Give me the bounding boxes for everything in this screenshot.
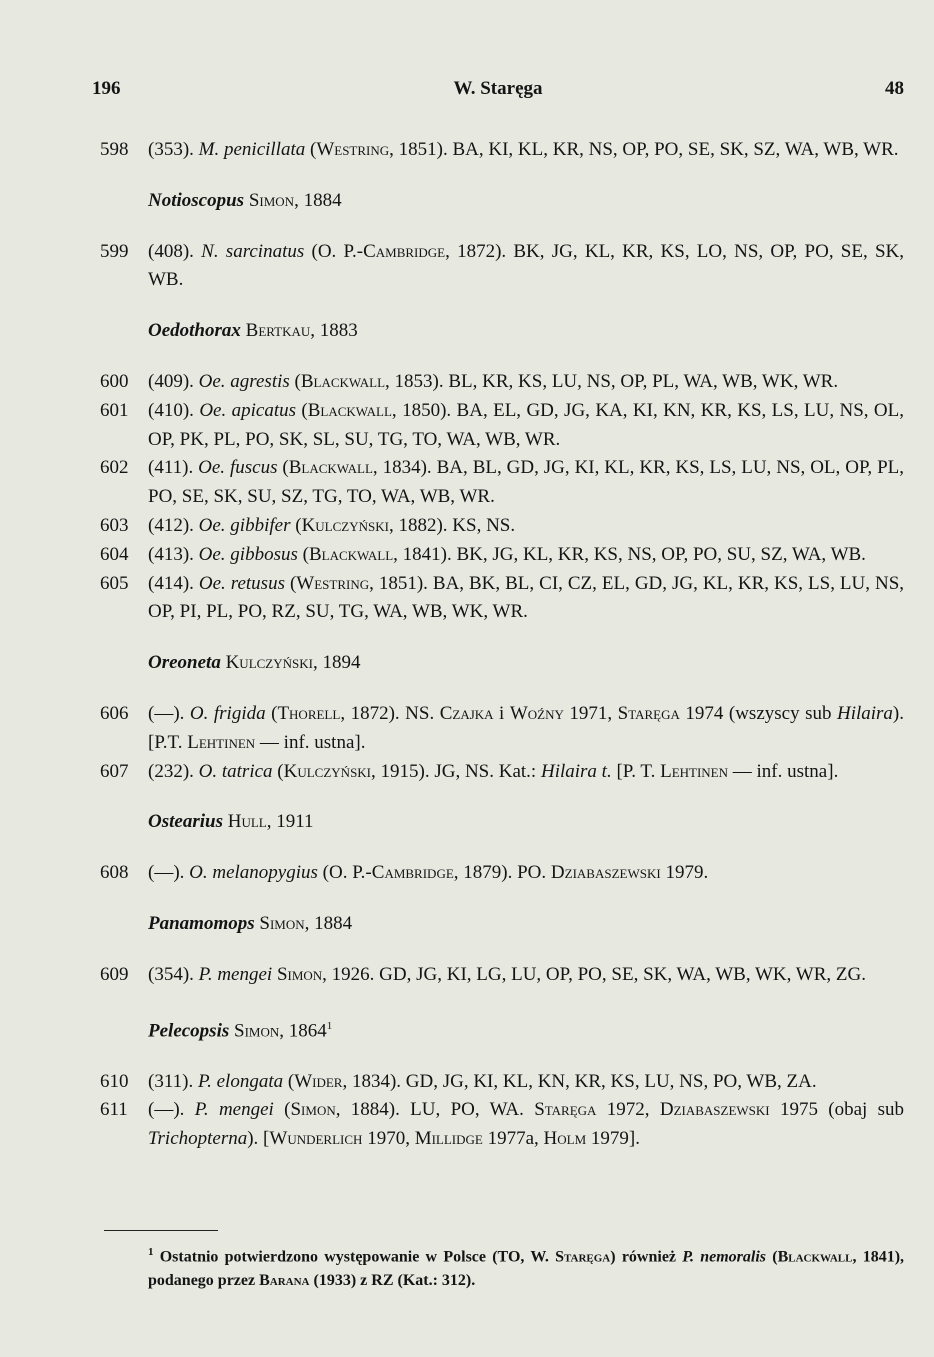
author-name: Blackwall <box>308 543 394 565</box>
author-name: Staręga <box>617 702 680 724</box>
species-entry <box>100 397 904 455</box>
entry-text: ( <box>296 399 308 421</box>
entry-number: 603 <box>100 514 129 536</box>
footnote-rule <box>104 1230 218 1231</box>
page-header <box>92 78 904 106</box>
genus-author: Simon <box>254 912 305 934</box>
author-name: Lehtinen <box>187 731 256 753</box>
footnote <box>100 1240 904 1293</box>
genus-author: Hull <box>222 811 267 833</box>
entry-text: , 1915). JG, NS. Kat.: <box>371 760 541 782</box>
entry-text: 1979. <box>660 862 709 884</box>
entry-text: ( <box>289 370 301 392</box>
genus-heading <box>100 1012 904 1046</box>
author-name: Millidge <box>414 1128 483 1150</box>
entry-text: ( <box>277 457 289 479</box>
entry-text: 1971, <box>563 702 618 724</box>
entry-text: (410). <box>148 399 200 421</box>
entry-text: ( <box>766 1248 778 1266</box>
entry-text: , 1851). BA, BK, BL, CI, CZ, EL, GD, JG, KL, KR, KS, LS, LU, NS, OP, PI, PL, PO, RZ, SU, TG, WA, WB, WK, WR. <box>148 572 905 623</box>
entry-text: , 1853). BL, KR, KS, LU, NS, OP, PL, WA, WB, WK, WR. <box>385 370 839 392</box>
entry-text: 1970, <box>362 1128 415 1150</box>
species-entry <box>100 368 904 397</box>
species-entry <box>100 758 904 787</box>
species-name: Oe. retusus <box>198 572 285 594</box>
species-entry <box>100 541 904 570</box>
author-name: Czajka <box>439 702 494 724</box>
entry-text: , 1841). BK, JG, KL, KR, KS, NS, OP, PO, SU, SZ, WA, WB. <box>393 543 866 565</box>
species-entry <box>100 961 904 990</box>
entry-text: (354). <box>148 963 199 985</box>
entry-text: ( <box>283 1070 295 1092</box>
entry-text: , 1872). NS. <box>340 702 440 724</box>
entry-text: , 1926. GD, JG, KI, LG, LU, OP, PO, SE, SK, WA, WB, WK, WR, ZG. <box>322 963 866 985</box>
species-name: Oe. apicatus <box>199 399 297 421</box>
entry-text: , 1882). KS, NS. <box>388 514 516 536</box>
entry-text: (—). <box>148 1099 195 1121</box>
species-entry <box>100 859 904 888</box>
author-name: Wunderlich <box>269 1128 363 1150</box>
genus-year: , 1894 <box>312 652 361 674</box>
entry-text: 1977a, <box>482 1128 544 1150</box>
entry-text: (—). <box>148 862 190 884</box>
entry-number: 599 <box>100 240 129 262</box>
entry-number: 598 <box>100 139 129 160</box>
species-name: O. frigida <box>189 702 266 724</box>
genus-heading <box>100 649 904 678</box>
species-entry <box>100 570 904 628</box>
entry-text: ) również <box>610 1248 683 1266</box>
species-name: P. nemoralis <box>682 1248 767 1266</box>
entry-text: ( <box>272 760 284 782</box>
genus-author: Kulczyński <box>220 652 313 674</box>
entry-text: ( <box>284 572 297 594</box>
genus-name: Oedothorax <box>148 320 241 342</box>
entry-number: 601 <box>100 399 129 421</box>
entry-text: (—). <box>148 702 190 724</box>
species-entry <box>100 512 904 541</box>
entry-text: ). [P.T. <box>148 702 904 753</box>
entry-text: (412). <box>148 514 199 536</box>
entry-text: (411). <box>148 457 199 479</box>
entry-text: , 1850). BA, EL, GD, JG, KA, KI, KN, KR, KS, LS, LU, NS, OL, OP, PK, PL, PO, SK, SL, SU, TG, TO, WA, WB, WR. <box>148 399 905 450</box>
author-name: Cambridge <box>371 862 454 884</box>
entry-number: 602 <box>100 457 129 479</box>
species-name: Hilaira t. <box>540 760 612 782</box>
author-name: Westring <box>316 139 390 160</box>
species-entry <box>100 136 904 165</box>
species-name: Oe. gibbifer <box>198 514 291 536</box>
genus-name: Ostearius <box>148 811 223 833</box>
genus-year: , 1883 <box>310 320 358 342</box>
entry-text: ( <box>290 514 302 536</box>
entry-number: 607 <box>100 760 129 782</box>
entry-text: , 1834). BA, BL, GD, JG, KI, KL, KR, KS, LS, LU, NS, OL, OP, PL, PO, SE, SK, SU, SZ, TG, TO, WA, WB, WR. <box>148 457 905 508</box>
genus-year: , 1864 <box>279 1019 327 1041</box>
species-name: N. sarcinatus <box>201 240 305 262</box>
footnote-marker: 1 <box>326 1019 333 1032</box>
author-name: Lehtinen <box>660 760 729 782</box>
genus-heading <box>100 808 904 837</box>
entry-text: ). [ <box>247 1128 270 1150</box>
author-name: Blackwall <box>307 399 392 421</box>
genus-name: Oreoneta <box>148 652 221 674</box>
author-name: Holm <box>543 1128 587 1150</box>
author-name: Barana <box>259 1272 310 1290</box>
species-name: Oe. fuscus <box>198 457 278 479</box>
species-name: Oe. gibbosus <box>198 543 298 565</box>
entry-text: (232). <box>148 760 199 782</box>
genus-author: Bertkau <box>240 320 311 342</box>
genus-name: Panamomops <box>148 912 255 934</box>
genus-name: Notioscopus <box>148 189 245 211</box>
genus-name: Pelecopsis <box>148 1019 230 1041</box>
entry-text: (413). <box>148 543 199 565</box>
entry-text: , 1841), podanego przez <box>148 1248 905 1290</box>
entry-text: , 1872). BK, JG, KL, KR, KS, LO, NS, OP, PO, SE, SK, WB. <box>148 240 905 291</box>
species-name: O. melanopygius <box>189 862 318 884</box>
footnote-mark: 1 <box>148 1246 154 1258</box>
entry-text: 1974 (wszyscy sub <box>679 702 837 724</box>
genus-heading <box>100 317 904 346</box>
author-name: Kulczyński <box>283 760 372 782</box>
entry-text: 1972, <box>596 1099 660 1121</box>
entry-text: , 1884). LU, PO, WA. <box>335 1099 535 1121</box>
entry-text: (414). <box>148 572 199 594</box>
species-name: P. mengei <box>194 1099 274 1121</box>
species-name: Hilaira <box>836 702 893 724</box>
author-name: Blackwall <box>777 1248 853 1266</box>
author-name: Cambridge <box>363 240 446 262</box>
entry-text: (O. P.- <box>317 862 372 884</box>
entry-number: 609 <box>100 963 129 985</box>
genus-author: Simon <box>229 1019 280 1041</box>
species-entry <box>100 454 904 512</box>
genus-heading <box>100 910 904 939</box>
running-title: W. Staręga <box>453 78 543 99</box>
author-name: Simon <box>290 1099 336 1121</box>
entry-text: (408). <box>148 240 202 262</box>
entry-text: (O. P.- <box>304 240 364 262</box>
author-name: Dziabaszewski <box>659 1099 770 1121</box>
entry-number: 606 <box>100 702 129 724</box>
species-entry <box>100 1096 904 1154</box>
species-list <box>100 136 904 1154</box>
entry-number: 600 <box>100 370 129 392</box>
entry-text: ( <box>305 139 317 160</box>
genus-year: , 1911 <box>266 811 314 833</box>
entry-text: ( <box>297 543 309 565</box>
entry-number: 605 <box>100 572 129 594</box>
author-name: Wider <box>294 1070 343 1092</box>
author-name: Simon <box>276 963 323 985</box>
entry-text: 1975 (obaj sub <box>769 1099 905 1121</box>
species-name: Trichopterna <box>148 1128 248 1150</box>
species-entry <box>100 700 904 758</box>
author-name: Westring <box>296 572 370 594</box>
entry-number: 604 <box>100 543 129 565</box>
author-name: Thorell <box>277 702 341 724</box>
author-name: Blackwall <box>288 457 373 479</box>
entry-text: (1933) z RZ (Kat.: 312). <box>309 1272 476 1290</box>
genus-year: , 1884 <box>294 189 342 211</box>
genus-author: Simon <box>244 189 295 211</box>
species-name: P. elongata <box>197 1070 284 1092</box>
entry-text: ( <box>273 1099 291 1121</box>
author-name: Blackwall <box>300 370 386 392</box>
entry-number: 611 <box>100 1099 128 1121</box>
author-name: Dziabaszewski <box>550 862 661 884</box>
entry-text: , 1879). PO. <box>453 862 551 884</box>
entry-text: (353). <box>148 139 199 160</box>
genus-heading <box>100 187 904 216</box>
species-name: O. tatrica <box>198 760 273 782</box>
entry-text: ( <box>265 702 278 724</box>
entry-text: Ostatnio potwierdzono występowanie w Polsce (TO, W. <box>153 1248 556 1266</box>
species-name: P. mengei <box>198 963 273 985</box>
entry-text: 1979]. <box>586 1128 640 1150</box>
entry-text: [P. T. <box>611 760 661 782</box>
author-name: Staręga <box>555 1248 611 1266</box>
genus-year: , 1884 <box>304 912 353 934</box>
entry-number: 608 <box>100 862 129 884</box>
author-name: Staręga <box>534 1099 597 1121</box>
entry-text: i <box>493 702 510 724</box>
entry-text: , 1851). BA, KI, KL, KR, NS, OP, PO, SE, SK, SZ, WA, WB, WR. <box>389 139 899 160</box>
entry-text: (409). <box>148 370 199 392</box>
entry-text: , 1834). GD, JG, KI, KL, KN, KR, KS, LU, NS, PO, WB, ZA. <box>342 1070 817 1092</box>
species-name: M. penicillata <box>198 139 306 160</box>
species-entry <box>100 1068 904 1097</box>
author-name: Kulczyński <box>301 514 389 536</box>
entry-number: 610 <box>100 1070 129 1092</box>
entry-text: — inf. ustna]. <box>255 731 366 753</box>
page-number-left: 196 <box>92 78 121 99</box>
author-name: Woźny <box>509 702 564 724</box>
entry-text: — inf. ustna]. <box>728 760 839 782</box>
page-number-right: 48 <box>885 78 904 99</box>
species-name: Oe. agrestis <box>198 370 290 392</box>
entry-text: (311). <box>148 1070 198 1092</box>
species-entry <box>100 238 904 296</box>
